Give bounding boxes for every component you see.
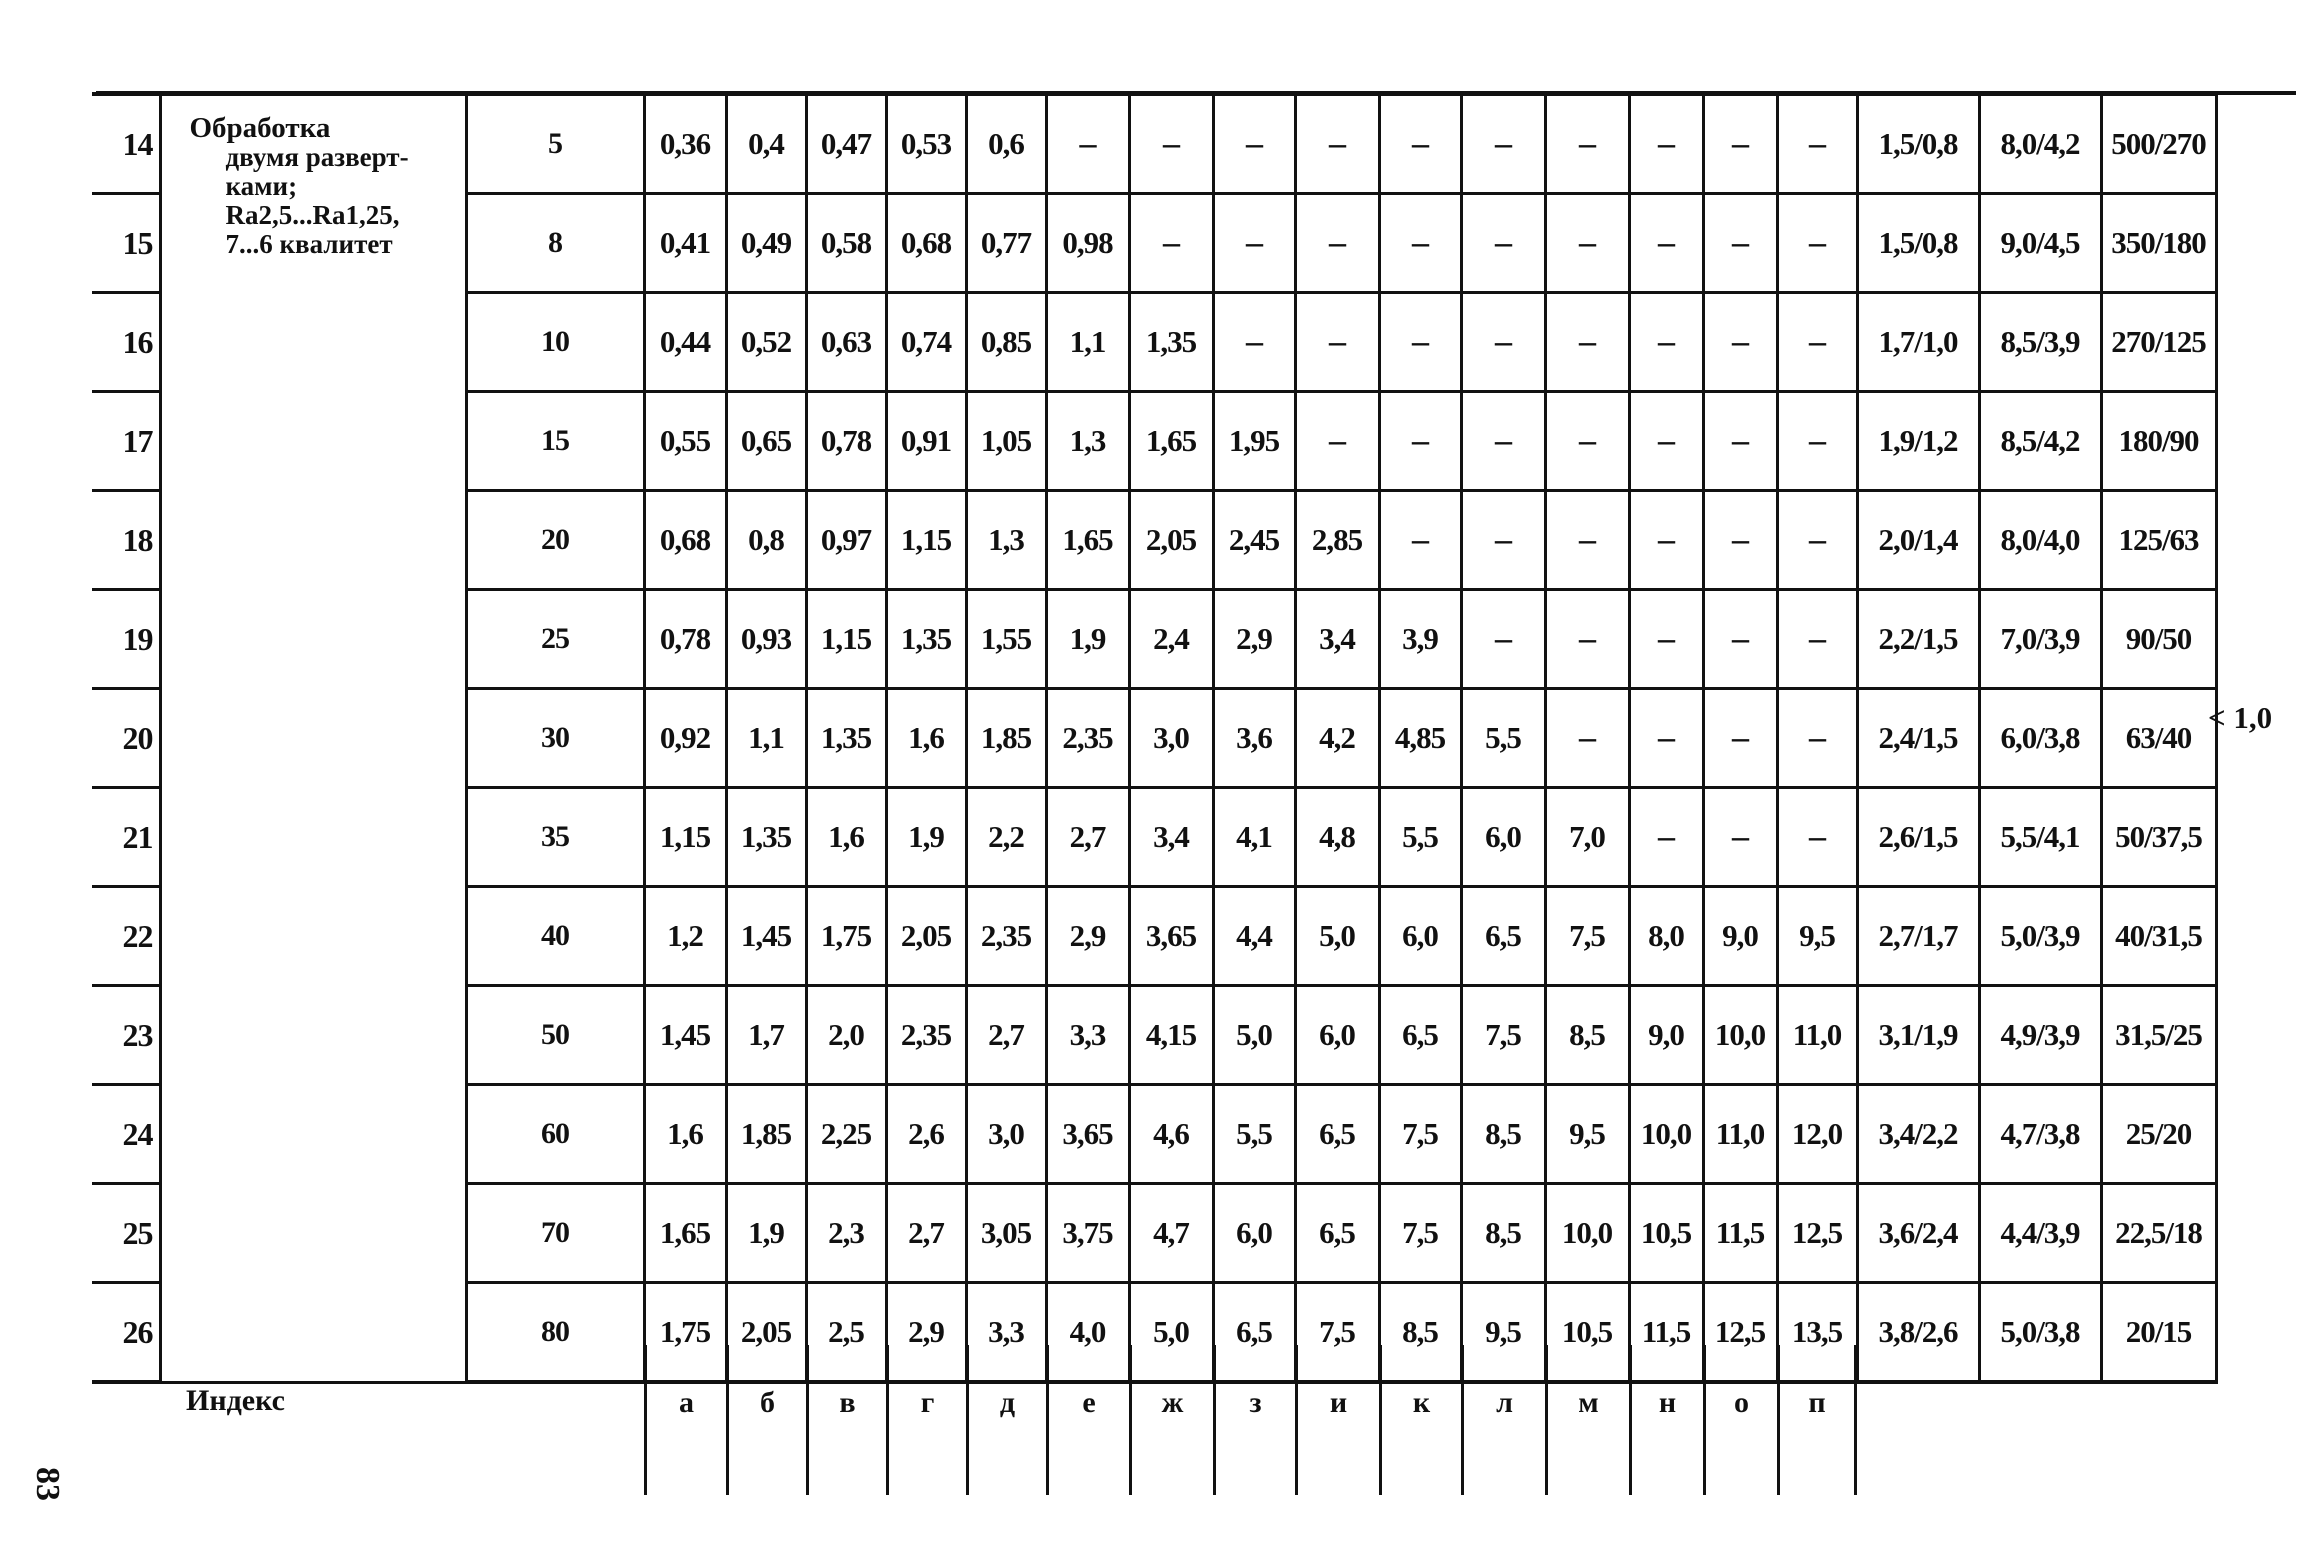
ratio-cell: 3,8/2,6 — [1857, 1283, 1979, 1383]
ratio-cell: 6,0/3,8 — [1979, 689, 2101, 788]
value-cell: 1,2 — [644, 887, 726, 986]
value-cell: 6,0 — [1379, 887, 1461, 986]
value-cell: 2,7 — [1046, 788, 1129, 887]
row-number: 24 — [92, 1085, 160, 1184]
value-cell: – — [1545, 590, 1629, 689]
value-cell: 2,85 — [1295, 491, 1379, 590]
value-cell: 5,0 — [1213, 986, 1295, 1085]
value-cell: 11,0 — [1777, 986, 1857, 1085]
value-cell: 2,25 — [806, 1085, 886, 1184]
value-cell: 4,6 — [1129, 1085, 1213, 1184]
value-cell: – — [1703, 788, 1777, 887]
value-cell: – — [1777, 590, 1857, 689]
ratio-cell: 2,0/1,4 — [1857, 491, 1979, 590]
value-cell: – — [1461, 590, 1545, 689]
row-number: 26 — [92, 1283, 160, 1383]
value-cell: 0,78 — [806, 392, 886, 491]
value-cell: 6,5 — [1461, 887, 1545, 986]
value-cell: 10,5 — [1629, 1184, 1703, 1283]
value-cell: 0,8 — [726, 491, 806, 590]
value-cell: 8,5 — [1545, 986, 1629, 1085]
value-cell: 4,7 — [1129, 1184, 1213, 1283]
value-cell: 0,44 — [644, 293, 726, 392]
value-cell: – — [1629, 689, 1703, 788]
value-cell: 1,65 — [644, 1184, 726, 1283]
ratio-cell: 3,6/2,4 — [1857, 1184, 1979, 1283]
value-cell: 4,2 — [1295, 689, 1379, 788]
value-cell: 11,0 — [1703, 1085, 1777, 1184]
value-cell: 5,5 — [1379, 788, 1461, 887]
ratio-cell: 500/270 — [2101, 94, 2216, 194]
value-cell: – — [1295, 392, 1379, 491]
value-cell: 7,5 — [1379, 1184, 1461, 1283]
value-cell: – — [1379, 94, 1461, 194]
ratio-cell: 5,0/3,8 — [1979, 1283, 2101, 1383]
value-cell: 0,53 — [886, 94, 966, 194]
value-cell: 0,49 — [726, 194, 806, 293]
value-cell: 1,15 — [806, 590, 886, 689]
value-cell: – — [1545, 94, 1629, 194]
ratio-cell: 22,5/18 — [2101, 1184, 2216, 1283]
value-cell: 10,0 — [1545, 1184, 1629, 1283]
page-number: 83 — [29, 1467, 66, 1501]
value-cell: 8,0 — [1629, 887, 1703, 986]
value-cell: 1,9 — [1046, 590, 1129, 689]
diameter-cell: 15 — [466, 392, 644, 491]
value-cell: 0,98 — [1046, 194, 1129, 293]
value-cell: 0,65 — [726, 392, 806, 491]
value-cell: 12,5 — [1703, 1283, 1777, 1383]
ratio-cell: 25/20 — [2101, 1085, 2216, 1184]
diameter-cell: 40 — [466, 887, 644, 986]
description-line: Обработка — [189, 112, 331, 144]
value-cell: 2,9 — [886, 1283, 966, 1383]
value-cell: 4,4 — [1213, 887, 1295, 986]
value-cell: – — [1461, 194, 1545, 293]
value-cell: – — [1777, 94, 1857, 194]
value-cell: 9,5 — [1777, 887, 1857, 986]
value-cell: 1,35 — [886, 590, 966, 689]
index-letter: б — [726, 1345, 806, 1495]
value-cell: – — [1629, 590, 1703, 689]
value-cell: 9,5 — [1545, 1085, 1629, 1184]
value-cell: 0,6 — [966, 94, 1046, 194]
value-cell: 6,5 — [1295, 1085, 1379, 1184]
value-cell: – — [1213, 194, 1295, 293]
ratio-cell: 2,2/1,5 — [1857, 590, 1979, 689]
value-cell: 1,75 — [806, 887, 886, 986]
ratio-cell: 9,0/4,5 — [1979, 194, 2101, 293]
value-cell: 4,15 — [1129, 986, 1213, 1085]
value-cell: – — [1703, 194, 1777, 293]
index-letter: г — [886, 1345, 966, 1495]
ratio-cell: 270/125 — [2101, 293, 2216, 392]
value-cell: 4,1 — [1213, 788, 1295, 887]
value-cell: 0,92 — [644, 689, 726, 788]
value-cell: 1,15 — [886, 491, 966, 590]
ratio-cell: 3,4/2,2 — [1857, 1085, 1979, 1184]
value-cell: 10,0 — [1703, 986, 1777, 1085]
value-cell: 2,3 — [806, 1184, 886, 1283]
value-cell: 1,65 — [1046, 491, 1129, 590]
value-cell: – — [1295, 94, 1379, 194]
value-cell: – — [1629, 94, 1703, 194]
value-cell: 2,35 — [966, 887, 1046, 986]
value-cell: 1,65 — [1129, 392, 1213, 491]
value-cell: – — [1629, 788, 1703, 887]
row-number: 14 — [92, 94, 160, 194]
value-cell: 0,47 — [806, 94, 886, 194]
value-cell: – — [1777, 788, 1857, 887]
diameter-cell: 5 — [466, 94, 644, 194]
value-cell: 0,78 — [644, 590, 726, 689]
value-cell: 4,85 — [1379, 689, 1461, 788]
value-cell: 9,5 — [1461, 1283, 1545, 1383]
description-line: ками; — [225, 171, 298, 201]
value-cell: 5,5 — [1213, 1085, 1295, 1184]
value-cell: 6,5 — [1379, 986, 1461, 1085]
diameter-cell: 70 — [466, 1184, 644, 1283]
value-cell: 3,3 — [966, 1283, 1046, 1383]
ratio-cell: 1,5/0,8 — [1857, 94, 1979, 194]
value-cell: 4,0 — [1046, 1283, 1129, 1383]
value-cell: 0,68 — [644, 491, 726, 590]
index-letter: а — [644, 1345, 726, 1495]
value-cell: 7,5 — [1295, 1283, 1379, 1383]
row-number: 18 — [92, 491, 160, 590]
value-cell: 1,95 — [1213, 392, 1295, 491]
value-cell: 6,5 — [1295, 1184, 1379, 1283]
row-number: 20 — [92, 689, 160, 788]
ratio-cell: 1,5/0,8 — [1857, 194, 1979, 293]
value-cell: 0,55 — [644, 392, 726, 491]
value-cell: – — [1213, 94, 1295, 194]
value-cell: – — [1295, 194, 1379, 293]
row-number: 16 — [92, 293, 160, 392]
value-cell: 9,0 — [1703, 887, 1777, 986]
value-cell: – — [1129, 194, 1213, 293]
value-cell: – — [1703, 94, 1777, 194]
value-cell: – — [1703, 590, 1777, 689]
diameter-cell: 20 — [466, 491, 644, 590]
ratio-cell: 40/31,5 — [2101, 887, 2216, 986]
ratio-cell: 1,9/1,2 — [1857, 392, 1979, 491]
value-cell: – — [1703, 689, 1777, 788]
side-note: < 1,0 — [2208, 700, 2273, 735]
ratio-cell: 2,6/1,5 — [1857, 788, 1979, 887]
diameter-cell: 25 — [466, 590, 644, 689]
value-cell: 0,74 — [886, 293, 966, 392]
value-cell: – — [1777, 194, 1857, 293]
value-cell: 13,5 — [1777, 1283, 1857, 1383]
diameter-cell: 60 — [466, 1085, 644, 1184]
value-cell: 2,9 — [1046, 887, 1129, 986]
value-cell: 0,97 — [806, 491, 886, 590]
description-line: 7...6 квалитет — [225, 229, 393, 259]
value-cell: 10,0 — [1629, 1085, 1703, 1184]
value-cell: 1,85 — [726, 1085, 806, 1184]
value-cell: 1,15 — [644, 788, 726, 887]
index-letter: о — [1703, 1345, 1777, 1495]
value-cell: 8,5 — [1379, 1283, 1461, 1383]
diameter-cell: 80 — [466, 1283, 644, 1383]
value-cell: 3,0 — [966, 1085, 1046, 1184]
value-cell: 0,93 — [726, 590, 806, 689]
value-cell: 11,5 — [1703, 1184, 1777, 1283]
value-cell: – — [1629, 194, 1703, 293]
value-cell: 0,52 — [726, 293, 806, 392]
value-cell: – — [1129, 94, 1213, 194]
row-number: 22 — [92, 887, 160, 986]
value-cell: 12,5 — [1777, 1184, 1857, 1283]
value-cell: 2,45 — [1213, 491, 1295, 590]
ratio-cell: 2,4/1,5 — [1857, 689, 1979, 788]
value-cell: – — [1545, 194, 1629, 293]
value-cell: 1,1 — [726, 689, 806, 788]
value-cell: 3,05 — [966, 1184, 1046, 1283]
value-cell: 7,5 — [1379, 1085, 1461, 1184]
value-cell: 8,5 — [1461, 1085, 1545, 1184]
value-cell: 3,3 — [1046, 986, 1129, 1085]
value-cell: 3,6 — [1213, 689, 1295, 788]
value-cell: 0,58 — [806, 194, 886, 293]
value-cell: – — [1213, 293, 1295, 392]
value-cell: 2,5 — [806, 1283, 886, 1383]
value-cell: 1,35 — [1129, 293, 1213, 392]
value-cell: 3,4 — [1129, 788, 1213, 887]
value-cell: 1,85 — [966, 689, 1046, 788]
value-cell: 0,85 — [966, 293, 1046, 392]
row-number: 21 — [92, 788, 160, 887]
index-letter: н — [1629, 1345, 1703, 1495]
index-letter: е — [1046, 1345, 1129, 1495]
value-cell: 0,41 — [644, 194, 726, 293]
value-cell: – — [1545, 392, 1629, 491]
value-cell: 1,6 — [806, 788, 886, 887]
diameter-cell: 30 — [466, 689, 644, 788]
value-cell: – — [1461, 392, 1545, 491]
value-cell: 1,1 — [1046, 293, 1129, 392]
ratio-cell: 3,1/1,9 — [1857, 986, 1979, 1085]
value-cell: 3,4 — [1295, 590, 1379, 689]
value-cell: 1,6 — [886, 689, 966, 788]
data-table — [92, 92, 2218, 1384]
table-row — [92, 94, 2216, 194]
value-cell: 1,7 — [726, 986, 806, 1085]
value-cell: 12,0 — [1777, 1085, 1857, 1184]
row-number: 17 — [92, 392, 160, 491]
value-cell: – — [1703, 491, 1777, 590]
ratio-cell: 8,5/3,9 — [1979, 293, 2101, 392]
ratio-cell: 4,7/3,8 — [1979, 1085, 2101, 1184]
index-letter: ж — [1129, 1345, 1213, 1495]
value-cell: 0,91 — [886, 392, 966, 491]
value-cell: – — [1777, 293, 1857, 392]
ratio-cell: 31,5/25 — [2101, 986, 2216, 1085]
value-cell: 6,0 — [1213, 1184, 1295, 1283]
value-cell: 6,0 — [1461, 788, 1545, 887]
index-letter: д — [966, 1345, 1046, 1495]
value-cell: 7,5 — [1461, 986, 1545, 1085]
value-cell: 1,45 — [644, 986, 726, 1085]
ratio-cell: 350/180 — [2101, 194, 2216, 293]
value-cell: 8,5 — [1461, 1184, 1545, 1283]
value-cell: – — [1629, 293, 1703, 392]
ratio-cell: 63/40 — [2101, 689, 2216, 788]
value-cell: – — [1379, 491, 1461, 590]
value-cell: 4,8 — [1295, 788, 1379, 887]
diameter-cell: 8 — [466, 194, 644, 293]
value-cell: 1,6 — [644, 1085, 726, 1184]
index-letter: в — [806, 1345, 886, 1495]
value-cell: 2,7 — [966, 986, 1046, 1085]
value-cell: – — [1777, 491, 1857, 590]
value-cell: – — [1379, 392, 1461, 491]
ratio-cell: 125/63 — [2101, 491, 2216, 590]
value-cell: 2,05 — [886, 887, 966, 986]
value-cell: 1,35 — [806, 689, 886, 788]
value-cell: 1,35 — [726, 788, 806, 887]
value-cell: 0,68 — [886, 194, 966, 293]
value-cell: 5,5 — [1461, 689, 1545, 788]
value-cell: 0,77 — [966, 194, 1046, 293]
ratio-cell: 7,0/3,9 — [1979, 590, 2101, 689]
ratio-cell: 4,4/3,9 — [1979, 1184, 2101, 1283]
index-letter: л — [1461, 1345, 1545, 1495]
value-cell: – — [1046, 94, 1129, 194]
ratio-cell: 90/50 — [2101, 590, 2216, 689]
value-cell: 2,05 — [1129, 491, 1213, 590]
value-cell: 3,0 — [1129, 689, 1213, 788]
row-number: 15 — [92, 194, 160, 293]
value-cell: 2,9 — [1213, 590, 1295, 689]
index-letter: п — [1777, 1345, 1857, 1495]
index-letter: м — [1545, 1345, 1629, 1495]
value-cell: – — [1777, 392, 1857, 491]
description-line: двумя разверт- — [225, 142, 409, 172]
ratio-cell: 8,5/4,2 — [1979, 392, 2101, 491]
ratio-cell: 50/37,5 — [2101, 788, 2216, 887]
value-cell: 2,7 — [886, 1184, 966, 1283]
value-cell: 7,5 — [1545, 887, 1629, 986]
value-cell: – — [1461, 491, 1545, 590]
value-cell: – — [1379, 293, 1461, 392]
value-cell: – — [1629, 491, 1703, 590]
value-cell: 6,5 — [1213, 1283, 1295, 1383]
ratio-cell: 1,7/1,0 — [1857, 293, 1979, 392]
value-cell: 7,0 — [1545, 788, 1629, 887]
value-cell: 2,0 — [806, 986, 886, 1085]
diameter-cell: 10 — [466, 293, 644, 392]
value-cell: 2,2 — [966, 788, 1046, 887]
value-cell: – — [1379, 194, 1461, 293]
value-cell: – — [1545, 689, 1629, 788]
ratio-cell: 20/15 — [2101, 1283, 2216, 1383]
index-label: Индекс — [186, 1384, 285, 1417]
value-cell: 3,65 — [1046, 1085, 1129, 1184]
value-cell: 1,3 — [1046, 392, 1129, 491]
value-cell: 2,05 — [726, 1283, 806, 1383]
value-cell: 2,35 — [886, 986, 966, 1085]
value-cell: 1,9 — [726, 1184, 806, 1283]
ratio-cell: 4,9/3,9 — [1979, 986, 2101, 1085]
value-cell: 2,6 — [886, 1085, 966, 1184]
value-cell: 11,5 — [1629, 1283, 1703, 1383]
value-cell: 9,0 — [1629, 986, 1703, 1085]
value-cell: 6,0 — [1295, 986, 1379, 1085]
value-cell: – — [1703, 392, 1777, 491]
operation-description — [160, 94, 466, 1382]
value-cell: 1,75 — [644, 1283, 726, 1383]
value-cell: 2,35 — [1046, 689, 1129, 788]
ratio-cell: 5,5/4,1 — [1979, 788, 2101, 887]
index-letter: и — [1295, 1345, 1379, 1495]
value-cell: 10,5 — [1545, 1283, 1629, 1383]
value-cell: 5,0 — [1295, 887, 1379, 986]
ratio-cell: 8,0/4,0 — [1979, 491, 2101, 590]
value-cell: 1,05 — [966, 392, 1046, 491]
ratio-cell: 8,0/4,2 — [1979, 94, 2101, 194]
diameter-cell: 35 — [466, 788, 644, 887]
row-number: 19 — [92, 590, 160, 689]
value-cell: 0,36 — [644, 94, 726, 194]
value-cell: – — [1777, 689, 1857, 788]
value-cell: – — [1545, 293, 1629, 392]
value-cell: – — [1295, 293, 1379, 392]
index-letter: к — [1379, 1345, 1461, 1495]
value-cell: – — [1545, 491, 1629, 590]
value-cell: – — [1461, 293, 1545, 392]
value-cell: 0,63 — [806, 293, 886, 392]
row-number: 25 — [92, 1184, 160, 1283]
value-cell: 1,3 — [966, 491, 1046, 590]
value-cell: 1,45 — [726, 887, 806, 986]
value-cell: 2,4 — [1129, 590, 1213, 689]
diameter-cell: 50 — [466, 986, 644, 1085]
value-cell: – — [1703, 293, 1777, 392]
value-cell: 5,0 — [1129, 1283, 1213, 1383]
ratio-cell: 180/90 — [2101, 392, 2216, 491]
description-line: Ra2,5...Ra1,25, — [225, 200, 400, 230]
ratio-cell: 2,7/1,7 — [1857, 887, 1979, 986]
ratio-cell: 5,0/3,9 — [1979, 887, 2101, 986]
value-cell: – — [1629, 392, 1703, 491]
value-cell: 3,65 — [1129, 887, 1213, 986]
value-cell: – — [1461, 94, 1545, 194]
value-cell: 0,4 — [726, 94, 806, 194]
value-cell: 3,9 — [1379, 590, 1461, 689]
value-cell: 3,75 — [1046, 1184, 1129, 1283]
value-cell: 1,9 — [886, 788, 966, 887]
row-number: 23 — [92, 986, 160, 1085]
value-cell: 1,55 — [966, 590, 1046, 689]
index-letter: з — [1213, 1345, 1295, 1495]
